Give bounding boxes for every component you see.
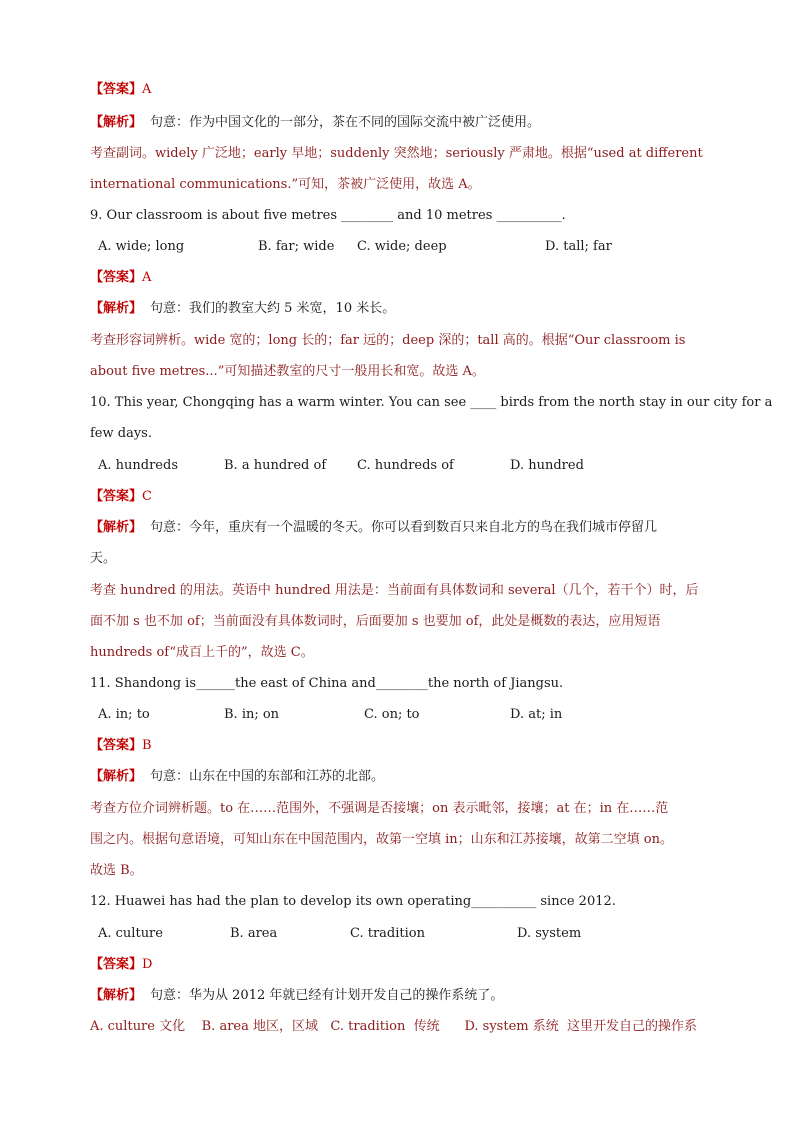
q10-explanation-line-3: hundreds of“成百上千的”，故选 C。 <box>90 645 314 660</box>
q10-explanation-line-2: 面不加 s 也不加 of；当前面没有具体数词时，后面要加 s 也要加 of，此处是概数的表达，应用短语 <box>90 614 661 629</box>
q9-explanation-line-1: 考查形容词辨析。wide 宽的；long 长的；far 远的；deep 深的；tall 高的。根据“Our classroom is <box>90 333 686 348</box>
answer-value: A <box>142 82 152 97</box>
q10-option-d: D. hundred <box>510 458 584 473</box>
answer-tag: 【答案】 <box>90 489 143 504</box>
q8-analysis-row <box>90 113 540 133</box>
answer-value: C <box>142 489 152 504</box>
analysis-tag: 【解析】 <box>90 301 143 316</box>
q9-analysis-row <box>90 299 395 319</box>
q8-answer-row <box>90 80 151 100</box>
sentence-meaning: 句意：作为中国文化的一部分，茶在不同的国际交流中被广泛使用。 <box>150 115 541 130</box>
analysis-tag: 【解析】 <box>90 520 143 535</box>
q11-option-d: D. at; in <box>510 707 563 722</box>
q9-option-d: D. tall; far <box>545 239 612 254</box>
answer-value: A <box>142 270 152 285</box>
q11-stem: 11. Shandong is______the east of China and________the north of Jiangsu. <box>90 676 564 691</box>
q10-option-a: A. hundreds <box>98 458 178 473</box>
q8-explanation-line-2: international communications.”可知，茶被广泛使用，故选 A。 <box>90 177 481 192</box>
sentence-meaning: 句意：今年，重庆有一个温暖的冬天。你可以看到数百只来自北方的鸟在我们城市停留几 <box>150 520 658 535</box>
q11-option-c: C. on; to <box>364 707 420 722</box>
q12-analysis-row <box>90 986 503 1006</box>
answer-value: B <box>142 738 152 753</box>
sentence-meaning: 句意：我们的教室大约 5 米宽，10 米长。 <box>150 301 396 316</box>
q10-analysis-row <box>90 518 657 538</box>
q10-stem-line-2: few days. <box>90 426 152 441</box>
answer-tag: 【答案】 <box>90 82 143 97</box>
q11-explanation-line-3: 故选 B。 <box>90 863 143 878</box>
analysis-tag: 【解析】 <box>90 115 143 130</box>
q9-option-a: A. wide; long <box>98 239 185 254</box>
q10-explanation-line-1: 考查 hundred 的用法。英语中 hundred 用法是：当前面有具体数词和 several（几个，若干个）时，后 <box>90 583 699 598</box>
sentence-meaning: 句意：华为从 2012 年就已经有计划开发自己的操作系统了。 <box>150 988 504 1003</box>
q12-option-a: A. culture <box>98 926 163 941</box>
analysis-tag: 【解析】 <box>90 769 143 784</box>
q12-stem: 12. Huawei has had the plan to develop its own operating__________ since 2012. <box>90 894 616 909</box>
answer-value: D <box>142 957 153 972</box>
q9-stem: 9. Our classroom is about five metres ________ and 10 metres __________. <box>90 208 566 223</box>
q10-stem-line-1: 10. This year, Chongqing has a warm winter. You can see ____ birds from the north stay in our city for a <box>90 395 773 410</box>
q11-answer-row <box>90 736 152 756</box>
q11-analysis-row <box>90 767 384 787</box>
answer-tag: 【答案】 <box>90 738 143 753</box>
q10-meaning-line-2: 天。 <box>90 551 117 566</box>
q11-explanation-line-1: 考查方位介词辨析题。to 在……范围外，不强调是否接壤；on 表示毗邻，接壤；at 在；in 在……范 <box>90 801 669 816</box>
q9-answer-row <box>90 268 151 288</box>
q12-option-b: B. area <box>230 926 278 941</box>
q10-answer-row <box>90 487 152 507</box>
q11-option-b: B. in; on <box>224 707 280 722</box>
answer-tag: 【答案】 <box>90 957 143 972</box>
q11-explanation-line-2: 围之内。根据句意语境，可知山东在中国范围内，故第一空填 in；山东和江苏接壤，故第二空填 on。 <box>90 832 673 847</box>
q9-option-b: B. far; wide <box>258 239 335 254</box>
q10-option-c: C. hundreds of <box>357 458 454 473</box>
q8-explanation-line-1: 考查副词。widely 广泛地；early 早地；suddenly 突然地；seriously 严肃地。根据“used at different <box>90 146 703 161</box>
q9-explanation-line-2: about five metres...”可知描述教室的尺寸一般用长和宽。故选 A。 <box>90 364 485 379</box>
q12-explanation-line-1: A. culture 文化 B. area 地区，区域 C. tradition 传统 D. system 系统 这里开发自己的操作系 <box>90 1019 697 1034</box>
sentence-meaning: 句意：山东在中国的东部和江苏的北部。 <box>150 769 385 784</box>
q9-option-c: C. wide; deep <box>357 239 447 254</box>
q12-option-d: D. system <box>517 926 582 941</box>
q12-answer-row <box>90 955 152 975</box>
q11-option-a: A. in; to <box>98 707 150 722</box>
q12-option-c: C. tradition <box>350 926 425 941</box>
q10-option-b: B. a hundred of <box>224 458 327 473</box>
answer-tag: 【答案】 <box>90 270 143 285</box>
analysis-tag: 【解析】 <box>90 988 143 1003</box>
